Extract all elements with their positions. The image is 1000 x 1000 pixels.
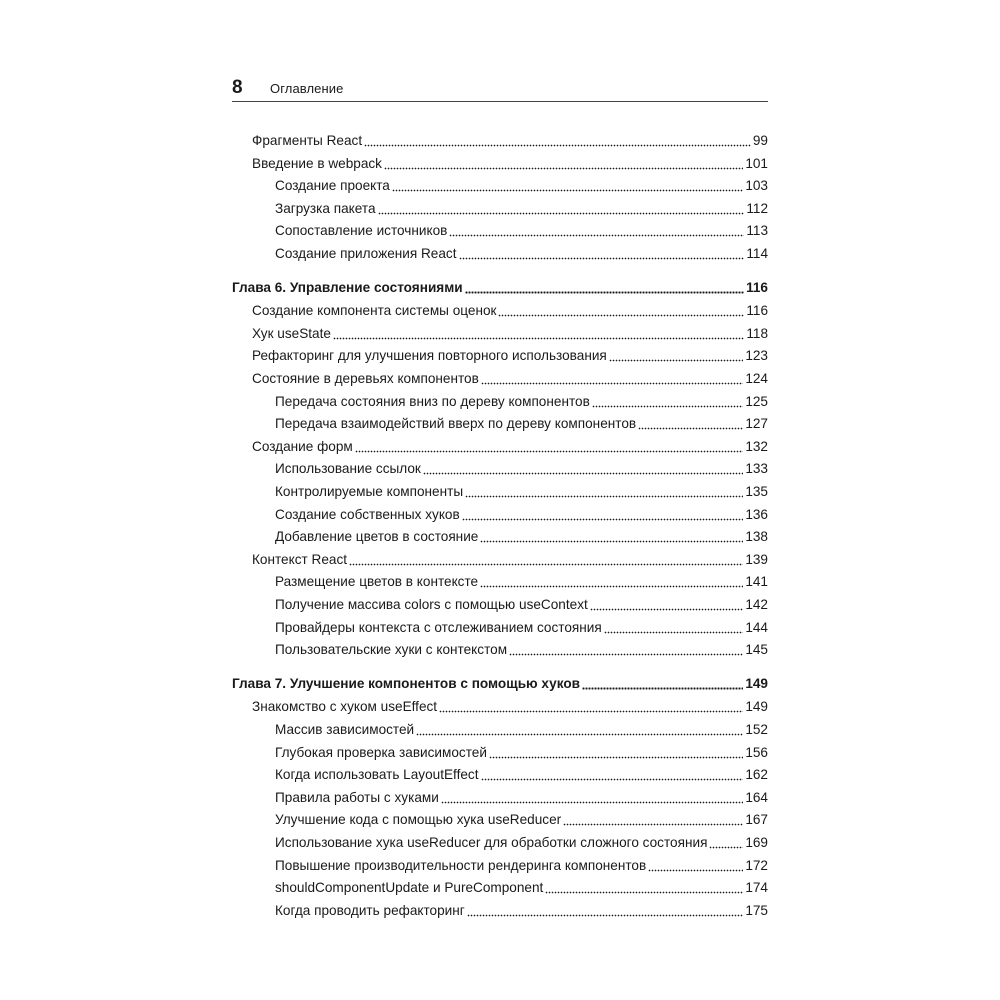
toc-entry (275, 458, 768, 480)
dot-leader (489, 753, 743, 759)
dot-leader (467, 911, 744, 917)
toc-entry-page: 113 (746, 223, 768, 239)
dot-leader (498, 311, 744, 317)
toc-entry-title: Глубокая проверка зависимостей (275, 744, 487, 760)
toc-entry (275, 243, 768, 265)
toc-entry-title: Рефакторинг для улучшения повторного использования (252, 348, 607, 364)
toc-entry (252, 130, 768, 152)
toc-entry-page: 112 (746, 200, 768, 216)
toc-entry (275, 481, 768, 503)
toc-entry (275, 571, 768, 593)
toc-entry-page: 132 (745, 438, 768, 454)
toc-entry (275, 220, 768, 242)
toc-entry (275, 594, 768, 616)
dot-leader (481, 775, 744, 781)
toc-entry (252, 436, 768, 458)
toc-entry (275, 639, 768, 661)
toc-entry-page: 149 (745, 699, 768, 715)
toc-entry-page: 99 (752, 133, 768, 148)
toc-entry (275, 877, 768, 899)
toc-entry-title: Улучшение кода с помощью хука useReducer (275, 812, 562, 828)
toc-entry-page: 175 (745, 902, 768, 918)
toc-entry-page: 114 (746, 246, 768, 261)
toc-entry-page: 152 (745, 722, 768, 737)
toc-entry-title: Создание компонента системы оценок (252, 303, 497, 319)
dot-leader (465, 288, 744, 294)
dot-leader (604, 628, 744, 634)
toc-entry-title: Загрузка пакета (275, 200, 376, 216)
toc-entry-page: 127 (745, 416, 768, 432)
dot-leader (349, 560, 743, 566)
toc-entry (252, 696, 768, 718)
toc-entry-title: Состояние в деревьях компонентов (252, 371, 479, 386)
running-title: Оглавление (270, 81, 344, 96)
toc-entry (252, 300, 768, 322)
toc-entry-title: Контролируемые компоненты (275, 484, 464, 499)
toc-entry-page: 101 (745, 155, 768, 171)
dot-leader (638, 424, 743, 430)
toc-entry (275, 900, 768, 922)
dot-leader (481, 379, 744, 385)
toc-entry-title: Фрагменты React (252, 133, 363, 148)
toc-entry-page: 116 (746, 279, 768, 295)
toc-entry-title: Сопоставление источников (275, 223, 448, 239)
toc-entry-title: Хук useState (252, 325, 331, 341)
toc-entry (275, 719, 768, 741)
toc-entry-page: 162 (745, 767, 768, 783)
dot-leader (364, 141, 751, 147)
toc-entry (275, 809, 768, 831)
toc-entry (275, 175, 768, 197)
dot-leader (609, 356, 744, 362)
toc-entry-page: 156 (745, 744, 768, 760)
toc-entry (252, 153, 768, 175)
dot-leader (582, 684, 743, 690)
toc-entry (252, 323, 768, 345)
dot-leader (480, 537, 743, 543)
dot-leader (545, 888, 743, 894)
toc-chapter-entry (232, 673, 768, 695)
toc-entry-title: Получение массива colors с помощью useContext (275, 597, 588, 612)
toc-entry-page: 149 (745, 675, 768, 691)
dot-leader (423, 469, 743, 475)
toc-entry (275, 787, 768, 809)
toc-entry-title: shouldComponentUpdate и PureComponent (275, 880, 544, 896)
toc-entry-title: Контекст React (252, 551, 348, 567)
dot-leader (563, 820, 743, 826)
toc-entry-page: 169 (745, 835, 768, 850)
toc-entry (275, 764, 768, 786)
toc-entry-page: 136 (745, 506, 768, 522)
dot-leader (439, 707, 743, 713)
toc-entry-page: 118 (746, 325, 768, 341)
toc-entry (275, 526, 768, 548)
toc-entry-page: 172 (745, 857, 768, 873)
toc-entry-title: Передача состояния вниз по дереву компонентов (275, 393, 590, 409)
toc-entry (275, 391, 768, 413)
dot-leader (378, 209, 745, 215)
toc-entry-title: Пользовательские хуки с контекстом (275, 642, 508, 658)
toc-entry-page: 139 (745, 551, 768, 567)
dot-leader (441, 798, 743, 804)
toc-entry-page: 164 (745, 789, 768, 805)
toc-entry-page: 125 (745, 393, 768, 409)
dot-leader (509, 650, 743, 656)
toc-entry-page: 141 (745, 574, 768, 590)
toc-entry (275, 855, 768, 877)
toc-entry-title: Когда использовать LayoutEffect (275, 767, 479, 783)
toc-entry-title: Глава 6. Управление состояниями (232, 279, 463, 295)
dot-leader (592, 402, 744, 408)
toc-entry-title: Глава 7. Улучшение компонентов с помощью хуков (232, 675, 581, 691)
page-header (232, 77, 768, 101)
toc-entry-title: Использование хука useReducer для обработки сложного состояния (275, 835, 708, 850)
dot-leader (459, 254, 745, 260)
toc-entry-page: 135 (745, 484, 768, 499)
toc-entry-title: Правила работы с хуками (275, 789, 439, 805)
toc-entry-title: Когда проводить рефакторинг (275, 902, 465, 918)
dot-leader (392, 186, 743, 192)
toc-entry (275, 198, 768, 220)
toc-entry-title: Создание приложения React (275, 246, 457, 261)
toc-entry-title: Создание собственных хуков (275, 506, 460, 522)
toc-entry-page: 167 (745, 812, 768, 828)
toc-entry (252, 549, 768, 571)
toc-entry-title: Использование ссылок (275, 461, 421, 477)
dot-leader (465, 492, 743, 498)
toc-entry-page: 174 (745, 880, 768, 896)
toc-entry-page: 145 (745, 642, 768, 658)
toc-entry-page: 142 (745, 597, 768, 612)
toc-entry-title: Провайдеры контекста с отслеживанием состояния (275, 619, 602, 635)
toc-entry-title: Массив зависимостей (275, 722, 415, 737)
toc-entry-title: Повышение производительности рендеринга компонентов (275, 857, 647, 873)
toc-entry-title: Добавление цветов в состояние (275, 529, 479, 545)
toc-entry-title: Размещение цветов в контексте (275, 574, 479, 590)
header-rule (232, 101, 768, 102)
toc-entry-page: 144 (745, 619, 768, 635)
toc-entry-title: Знакомство с хуком useEffect (252, 699, 438, 715)
dot-leader (416, 730, 743, 736)
toc-entry (252, 368, 768, 390)
toc-entry (275, 504, 768, 526)
dot-leader (648, 866, 743, 872)
dot-leader (384, 164, 743, 170)
toc-entry-title: Создание проекта (275, 178, 390, 194)
dot-leader (709, 843, 743, 849)
toc-entry-page: 123 (745, 348, 768, 364)
toc-entry-page: 103 (745, 178, 768, 194)
toc-entry (252, 345, 768, 367)
page-number: 8 (232, 77, 243, 98)
dot-leader (355, 447, 744, 453)
toc-entry-title: Создание форм (252, 438, 353, 454)
toc-entry-page: 138 (745, 529, 768, 545)
toc-entry-page: 133 (745, 461, 768, 477)
toc-entry-page: 124 (745, 371, 768, 386)
dot-leader (480, 582, 743, 588)
toc-entry-page: 116 (746, 303, 768, 319)
dot-leader (333, 334, 744, 340)
dot-leader (449, 231, 744, 237)
toc-chapter-entry (232, 277, 768, 299)
toc-entry-title: Передача взаимодействий вверх по дереву компонентов (275, 416, 637, 432)
toc-entry (275, 832, 768, 854)
dot-leader (462, 515, 744, 521)
toc-entry (275, 413, 768, 435)
toc-entry-title: Введение в webpack (252, 155, 382, 171)
toc-entry (275, 617, 768, 639)
dot-leader (590, 605, 744, 611)
toc-entry (275, 742, 768, 764)
